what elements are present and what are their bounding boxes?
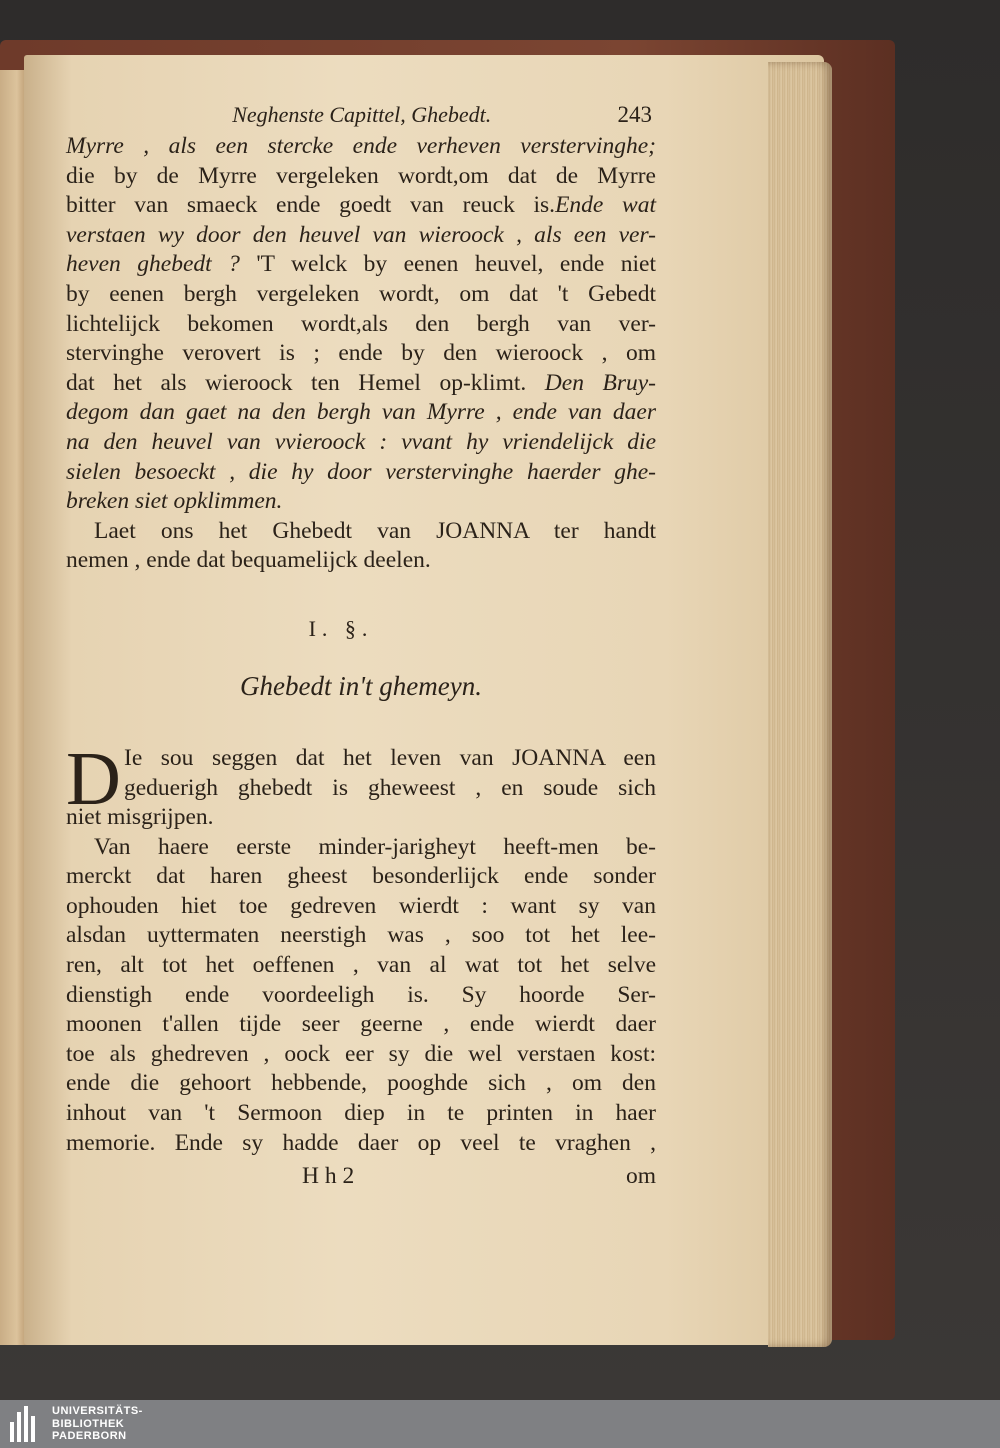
text-segment: by eenen bergh vergeleken wordt, om dat 't Gebedt — [66, 280, 656, 307]
text-line — [66, 339, 656, 369]
text-line: dienstigh ende voordeeligh is. Sy hoorde Ser- — [66, 981, 656, 1008]
text-line: ende die gehoort hebbende, pooghde sich , om den — [66, 1070, 656, 1097]
text-line: toe als ghedreven , oock eer sy die wel verstaen kost: — [66, 1040, 656, 1067]
paragraph-2 — [66, 517, 656, 576]
text-line: geduerigh ghebedt is gheweest , en soude sich — [124, 774, 656, 801]
text-line: alsdan uyttermaten neerstigh was , soo tot het lee- — [66, 922, 656, 949]
text-line: ren, alt tot het oeffenen , van al wat tot het selve — [66, 952, 656, 979]
page-fore-edge — [768, 62, 832, 1347]
text-segment: breken siet opklimmen. — [66, 488, 283, 515]
section-title: Ghebedt in't ghemeyn. — [240, 670, 482, 701]
text-segment: 'T welck by eenen heuvel, ende niet — [239, 251, 656, 278]
text-line: Laet ons het Ghebedt van JOANNA ter handt — [94, 517, 656, 544]
text-line — [66, 162, 656, 192]
library-name-line: UNIVERSITÄTS- — [52, 1405, 143, 1418]
library-name-line: BIBLIOTHEK — [52, 1417, 125, 1430]
paragraph-1 — [66, 132, 656, 517]
text-line — [66, 250, 656, 280]
text-segment: Myrre , als een stercke ende verheven verstervinghe; — [66, 133, 656, 159]
text-line: moonen t'allen tijde seer geerne , ende wierdt daer — [66, 1011, 656, 1038]
text-segment: verstaen wy door den heuvel van wieroock , als een ver- — [66, 221, 656, 248]
text-line — [66, 428, 656, 458]
page-footer — [66, 1162, 656, 1192]
library-name-line: PADERBORN — [52, 1430, 127, 1443]
running-title: Neghenste Capittel, Ghebedt. — [232, 102, 492, 127]
text-segment: na den heuvel van vvieroock : vvant hy vriendelijck die — [66, 428, 656, 455]
library-logo-icon — [10, 1406, 36, 1442]
text-line: Ie sou seggen dat het leven van JOANNA een — [124, 744, 656, 771]
text-line — [66, 310, 656, 340]
paragraph-4 — [66, 833, 656, 1159]
text-line — [66, 221, 656, 251]
text-line: niet misgrijpen. — [66, 804, 214, 831]
text-line: merckt dat haren gheest besonderlijck ende sonder — [66, 863, 656, 890]
signature-mark: H h 2 — [302, 1163, 355, 1190]
text-line: inhout van 't Sermoon diep in te printen in haer — [66, 1100, 656, 1127]
drop-cap: D — [66, 736, 121, 821]
text-line: ophouden hiet toe gedreven wierdt : want sy van — [66, 892, 656, 919]
page-text — [66, 100, 656, 1192]
text-segment: Ende wat — [555, 192, 656, 219]
text-segment: stervinghe verovert is ; ende by den wieroock , om — [66, 340, 656, 367]
text-segment: degom dan gaet na den bergh van Myrre , ende van daer — [66, 399, 656, 426]
text-segment: sielen besoeckt , die hy door verstervinghe haerder ghe- — [66, 458, 656, 485]
paragraph-3 — [66, 736, 656, 833]
text-line: memorie. Ende sy hadde daer op veel te vraghen , — [66, 1129, 656, 1156]
text-line — [66, 398, 656, 428]
text-line — [66, 369, 656, 399]
text-segment: Den Bruy- — [526, 369, 656, 396]
text-line: Van haere eerste minder-jarigheyt heeft-men be- — [94, 833, 656, 860]
text-line — [66, 132, 656, 162]
text-segment: die by de Myrre vergeleken wordt,om dat de Myrre — [66, 162, 656, 189]
library-banner — [0, 1400, 1000, 1448]
section-mark: I. §. — [308, 615, 374, 641]
text-segment: dat het als wieroock ten Hemel op-klimt. — [66, 369, 527, 396]
text-line — [66, 191, 656, 221]
text-segment: lichtelijck bekomen wordt,als den bergh van ver- — [66, 310, 656, 337]
running-head — [66, 100, 656, 132]
text-line — [66, 487, 656, 517]
text-segment: bitter van smaeck ende goedt van reuck is. — [66, 192, 556, 219]
catchword: om — [625, 1163, 656, 1190]
text-segment: heven ghebedt ? — [66, 251, 240, 278]
text-line — [66, 280, 656, 310]
text-line: nemen , ende dat bequamelijck deelen. — [66, 547, 431, 574]
library-name — [52, 1405, 143, 1443]
text-line — [66, 458, 656, 488]
page-number: 243 — [617, 102, 652, 127]
